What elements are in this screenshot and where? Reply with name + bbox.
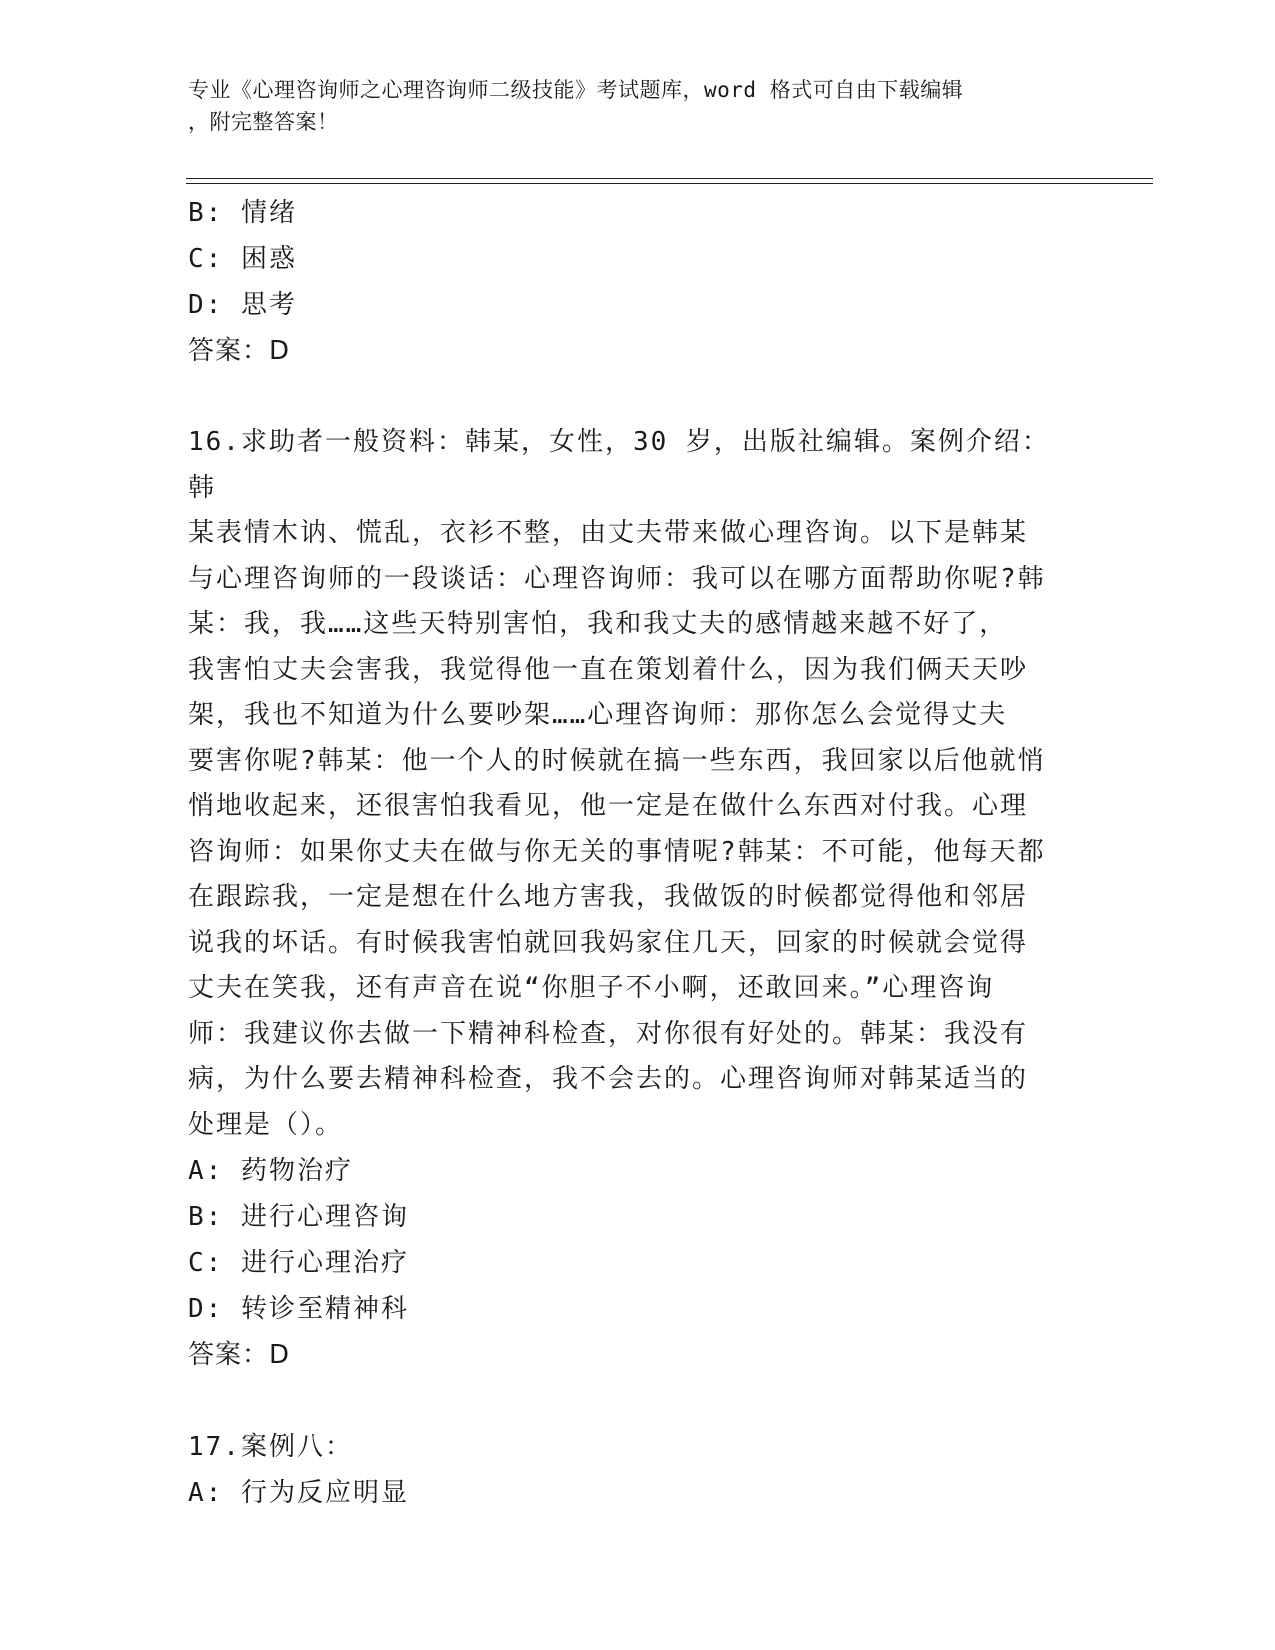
q16-stem-line: 在跟踪我，一定是想在什么地方害我，我做饭的时候都觉得他和邻居 (188, 882, 1029, 912)
q16-option-a: A: 药物治疗 (188, 1156, 353, 1186)
q15-option-c: C: 困惑 (188, 244, 297, 274)
q16-stem-line: 16.求助者一般资料：韩某，女性，30 岁，出版社编辑。案例介绍：韩 (188, 427, 1050, 503)
header-divider-bottom (186, 183, 1153, 184)
q15-answer: 答案：D (188, 336, 291, 366)
q16-stem-line: 架，我也不知道为什么要吵架……心理咨询师：那你怎么会觉得丈夫 (188, 700, 1008, 730)
header-divider-top (186, 178, 1153, 179)
q16-stem-line: 某：我，我……这些天特别害怕，我和我丈夫的感情越来越不好了， (188, 609, 1008, 639)
q16-stem (188, 420, 1068, 1148)
q16-option-b: B: 进行心理咨询 (188, 1202, 409, 1232)
q17-stem: 17.案例八： (188, 1432, 353, 1462)
q16-stem-line: 师：我建议你去做一下精神科检查，对你很有好处的。韩某：我没有 (188, 1018, 1029, 1049)
header-line-2: ，附完整答案！ (188, 110, 339, 134)
q16-stem-line: 丈夫在笑我，还有声音在说“你胆子不小啊，还敢回来。”心理咨询 (188, 973, 995, 1003)
q16-stem-line: 咨询师：如果你丈夫在做与你无关的事情呢?韩某：不可能，他每天都 (188, 836, 1046, 867)
q16-stem-line: 我害怕丈夫会害我，我觉得他一直在策划着什么，因为我们俩天天吵 (188, 654, 1029, 685)
q16-stem-line: 病，为什么要去精神科检查，我不会去的。心理咨询师对韩某适当的 (188, 1064, 1029, 1094)
q15-option-d: D: 思考 (188, 290, 297, 320)
spacer (188, 374, 1088, 420)
q16-stem-line: 某表情木讷、慌乱，衣衫不整，由丈夫带来做心理咨询。以下是韩某 (188, 518, 1029, 548)
q16-option-c: C: 进行心理治疗 (188, 1248, 409, 1278)
q16-answer: 答案：D (188, 1340, 291, 1370)
q16-stem-line: 处理是（）。 (188, 1109, 344, 1140)
document-header (188, 74, 1068, 138)
q15-option-b: B: 情绪 (188, 198, 297, 228)
q16-option-d: D: 转诊至精神科 (188, 1294, 409, 1324)
spacer (188, 1378, 1088, 1424)
q16-stem-line: 与心理咨询师的一段谈话：心理咨询师：我可以在哪方面帮助你呢?韩 (188, 563, 1046, 594)
q17-option-a: A: 行为反应明显 (188, 1478, 409, 1508)
question-content (188, 190, 1088, 1516)
q16-stem-line: 悄地收起来，还很害怕我看见，他一定是在做什么东西对付我。心理 (188, 791, 1029, 821)
q16-stem-line: 要害你呢?韩某：他一个人的时候就在搞一些东西，我回家以后他就悄 (188, 745, 1046, 776)
header-line-1: 专业《心理咨询师之心理咨询师二级技能》考试题库，word 格式可自由下载编辑 (188, 78, 964, 102)
q16-stem-line: 说我的坏话。有时候我害怕就回我妈家住几天，回家的时候就会觉得 (188, 927, 1029, 958)
